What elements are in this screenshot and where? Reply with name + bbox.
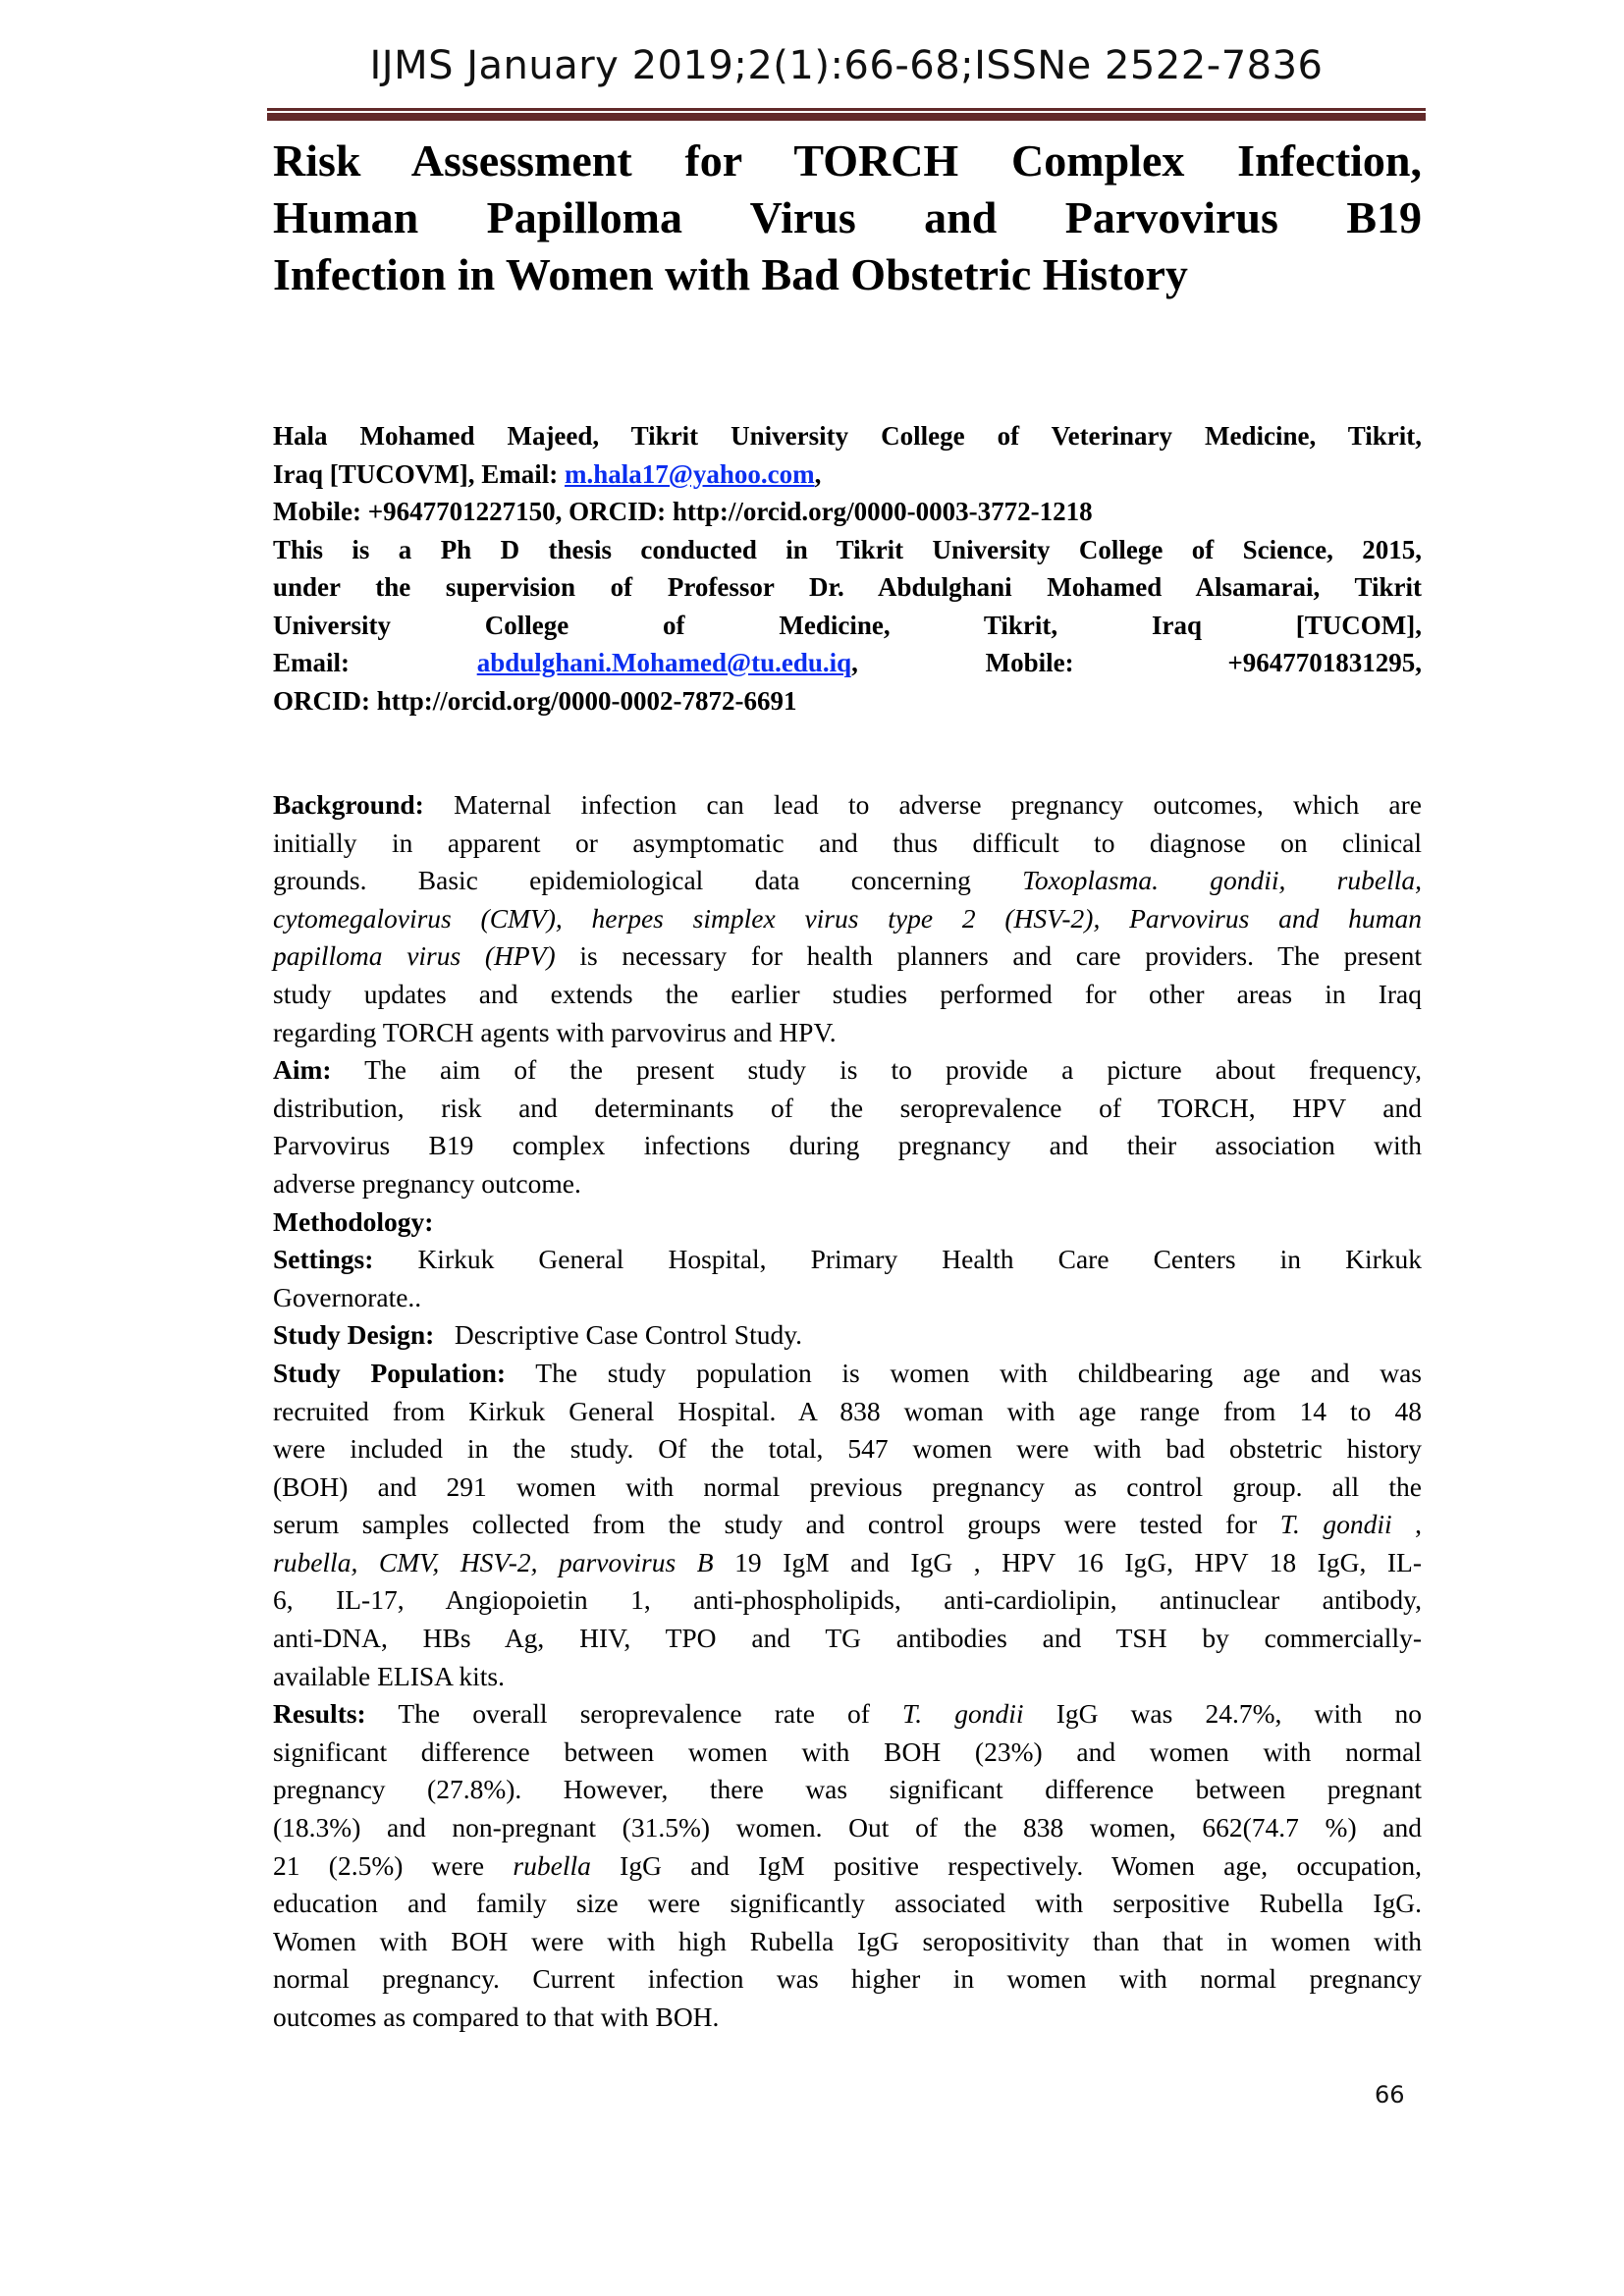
abstract-italic: Toxoplasma. gondii, rubella, — [1022, 865, 1422, 896]
section-label-methodology: Methodology: — [273, 1205, 434, 1237]
abstract-text: serum samples collected from the study and control groups were tested for — [273, 1509, 1280, 1540]
abstract-line: distribution, risk and determinants of the seroprevalence of TORCH, HPV and — [273, 1092, 1422, 1123]
author-text: Mobile: +9647701831295, — [985, 648, 1422, 677]
title-line: Infection in Women with Bad Obstetric History — [273, 249, 1188, 299]
abstract-text: IgG and IgM positive respectively. Women age, occupation, — [590, 1849, 1422, 1881]
abstract-line — [273, 1051, 1422, 1090]
abstract-line: Governorate.. — [273, 1281, 422, 1312]
abstract-line — [273, 1203, 1422, 1242]
abstract-line: anti-DNA, HBs Ag, HIV, TPO and TG antibodies and TSH by commercially- — [273, 1623, 1422, 1654]
header-rule-thick — [267, 113, 1426, 121]
abstract-text: The study population is women with childbearing age and was — [535, 1357, 1422, 1388]
author-line: This is a Ph D thesis conducted in Tikrit University College of Science, 2015, — [273, 534, 1422, 564]
abstract-line: pregnancy (27.8%). However, there was significant difference between pregnant — [273, 1774, 1422, 1805]
abstract-line: outcomes as compared to that with BOH. — [273, 2002, 720, 2032]
abstract-text: Descriptive Case Control Study. — [454, 1319, 803, 1351]
abstract-text: is necessary for health planners and care providers. The present — [555, 940, 1422, 972]
section-label-aim: Aim: — [273, 1054, 332, 1086]
email-link-author1[interactable]: m.hala17@yahoo.com — [564, 458, 815, 489]
abstract-text: The overall seroprevalence rate of — [398, 1698, 903, 1730]
abstract — [273, 786, 1422, 2037]
abstract-line: available ELISA kits. — [273, 1660, 505, 1691]
page-number: 66 — [1375, 2081, 1405, 2109]
author-email-group — [477, 644, 858, 682]
section-label-results: Results: — [273, 1698, 366, 1730]
abstract-line: study updates and extends the earlier studies performed for other areas in Iraq — [273, 978, 1422, 1009]
section-label-study-population: Study Population: — [273, 1357, 507, 1388]
abstract-line — [273, 1695, 1422, 1734]
abstract-text: grounds. Basic epidemiological data concerning — [273, 865, 1023, 896]
abstract-italic: T. gondii — [902, 1698, 1024, 1730]
author-line — [273, 644, 1422, 682]
abstract-line — [273, 1241, 1422, 1279]
title-line: Risk Assessment for TORCH Complex Infection, — [273, 135, 1422, 186]
abstract-line: normal pregnancy. Current infection was higher in women with normal pregnancy — [273, 1963, 1422, 1995]
abstract-line: Parvovirus B19 complex infections during pregnancy and their association with — [273, 1130, 1422, 1161]
running-header: IJMS January 2019;2(1):66-68;ISSNe 2522-7836 — [369, 43, 1324, 88]
abstract-line: (BOH) and 291 women with normal previous pregnancy as control group. all the — [273, 1470, 1422, 1502]
section-label-background: Background: — [273, 789, 424, 820]
author-affiliations — [273, 417, 1422, 720]
author-text: , — [851, 648, 858, 677]
abstract-line — [273, 862, 1422, 900]
abstract-line: Women with BOH were with high Rubella IgG seropositivity than that in women with — [273, 1925, 1422, 1956]
abstract-line — [273, 937, 1422, 976]
section-label-study-design: Study Design: — [273, 1319, 435, 1351]
paper-title — [273, 133, 1422, 303]
abstract-line — [273, 1847, 1422, 1886]
abstract-line: initially in apparent or asymptomatic and thus difficult to diagnose on clinical — [273, 827, 1422, 858]
section-label-settings: Settings: — [273, 1244, 374, 1275]
author-line: Mobile: +9647701227150, ORCID: http://orcid.org/0000-0003-3772-1218 — [273, 497, 1093, 526]
abstract-line — [273, 1355, 1422, 1393]
abstract-line: adverse pregnancy outcome. — [273, 1167, 581, 1199]
abstract-text: Kirkuk General Hospital, Primary Health Care Centers in Kirkuk — [417, 1244, 1423, 1275]
abstract-line — [273, 1506, 1422, 1544]
abstract-text: 21 (2.5%) were — [273, 1849, 514, 1881]
abstract-text: The aim of the present study is to provide a picture about frequency, — [364, 1054, 1422, 1086]
author-line: University College of Medicine, Tikrit, Iraq [TUCOM], — [273, 610, 1422, 640]
abstract-line: 6, IL-17, Angiopoietin 1, anti-phospholipids, anti-cardiolipin, antinuclear antibody, — [273, 1584, 1422, 1616]
abstract-italic: papilloma virus (HPV) — [273, 940, 556, 972]
abstract-italic: rubella, CMV, HSV-2, parvovirus B — [273, 1546, 714, 1577]
abstract-text: , — [1391, 1509, 1422, 1540]
author-line: under the supervision of Professor Dr. Abdulghani Mohamed Alsamarai, Tikrit — [273, 572, 1422, 602]
author-text: Email: — [273, 648, 350, 677]
author-line: Hala Mohamed Majeed, Tikrit University College of Veterinary Medicine, Tikrit, — [273, 421, 1422, 451]
abstract-line: regarding TORCH agents with parvovirus and HPV. — [273, 1016, 837, 1047]
abstract-line — [273, 786, 1422, 825]
abstract-italic: cytomegalovirus (CMV), herpes simplex virus type 2 (HSV-2), Parvovirus and human — [273, 902, 1422, 934]
author-line: ORCID: http://orcid.org/0000-0002-7872-6691 — [273, 685, 797, 716]
abstract-line: were included in the study. Of the total, 547 women were with bad obstetric history — [273, 1433, 1422, 1465]
abstract-line — [273, 1316, 1422, 1355]
abstract-line: (18.3%) and non-pregnant (31.5%) women. Out of the 838 women, 662(74.7 %) and — [273, 1812, 1422, 1843]
abstract-text: IgG was 24.7%, with no — [1023, 1698, 1422, 1730]
author-text: , — [814, 458, 822, 489]
author-line — [273, 455, 1422, 494]
abstract-italic: T. gondii — [1279, 1509, 1392, 1540]
abstract-line — [273, 900, 1422, 938]
author-text: Iraq [TUCOVM], Email: — [273, 458, 565, 489]
header-rule-thin — [267, 108, 1426, 111]
email-link-author2[interactable]: abdulghani.Mohamed@tu.edu.iq — [476, 648, 852, 677]
abstract-line: recruited from Kirkuk General Hospital. A 838 woman with age range from 14 to 48 — [273, 1395, 1422, 1426]
abstract-line: education and family size were significantly associated with serpositive Rubella IgG. — [273, 1888, 1422, 1919]
abstract-text: Maternal infection can lead to adverse pregnancy outcomes, which are — [454, 789, 1423, 820]
abstract-line — [273, 1544, 1422, 1582]
abstract-line: significant difference between women with BOH (23%) and women with normal — [273, 1735, 1422, 1767]
abstract-italic: rubella — [513, 1849, 591, 1881]
abstract-text: 19 IgM and IgG , HPV 16 IgG, HPV 18 IgG, IL- — [713, 1546, 1423, 1577]
title-line: Human Papilloma Virus and Parvovirus B19 — [273, 192, 1422, 242]
